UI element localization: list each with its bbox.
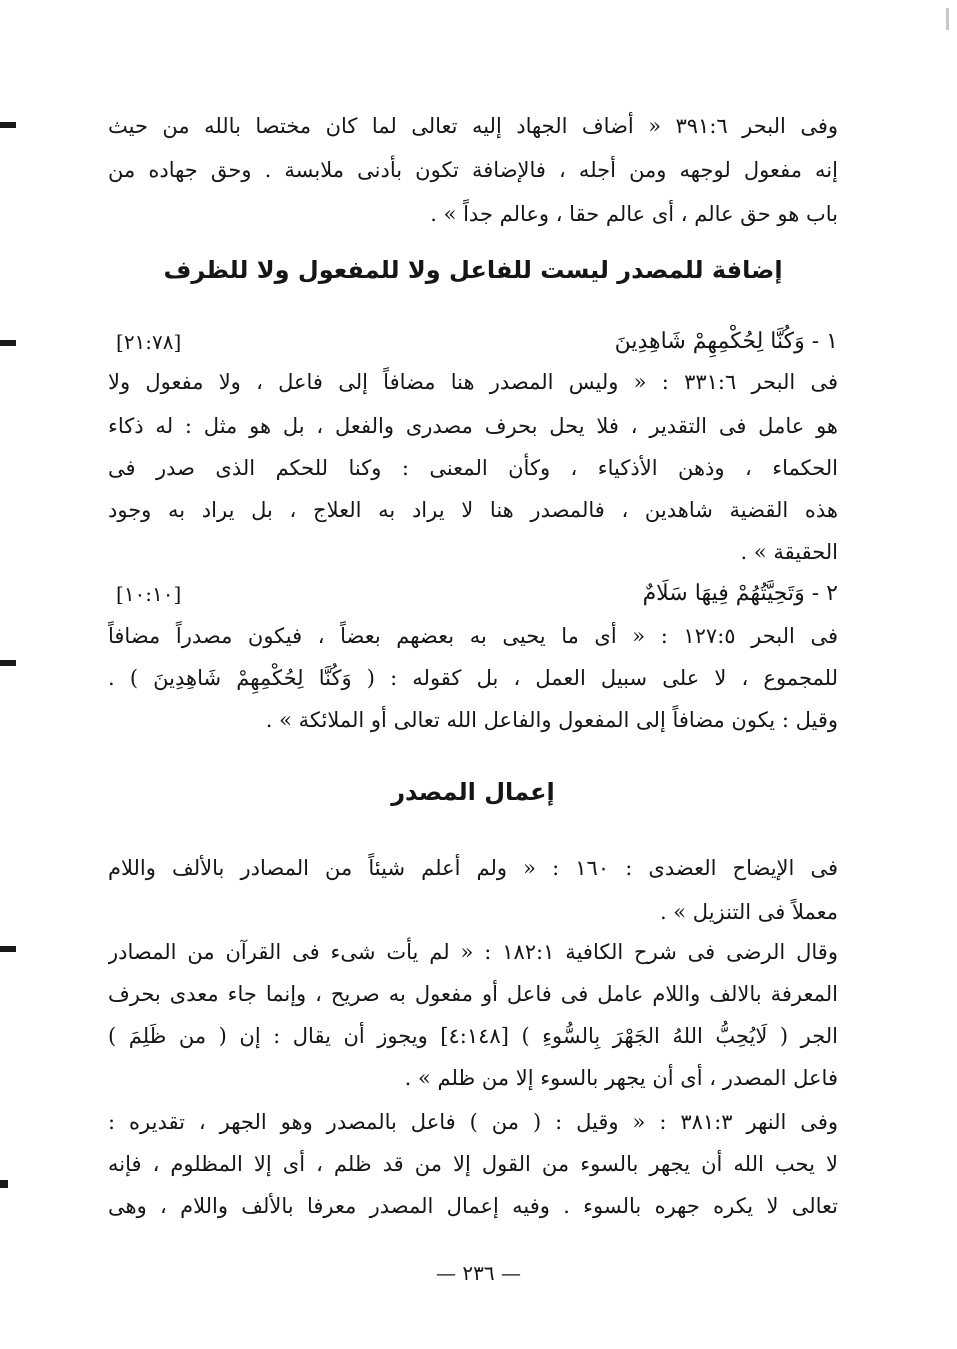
page-number: — ٢٣٦ — (436, 1261, 521, 1285)
text-line: وفى النهر ٣٨١:٣ : « وقيل : ( من ) فاعل بالمصدر وهو الجهر ، تقديره : (108, 1110, 838, 1134)
text-line: فى البحر ١٢٧:٥ : « أى ما يحيى به بعضهم بعضاً ، فيكون مصدراً مضافاً (108, 624, 838, 648)
verse-reference: [٢١:٧٨] (116, 330, 182, 354)
text-line: فى الإيضاح العضدى : ١٦٠ : « ولم أعلم شيئاً من المصادر بالألف واللام (108, 856, 838, 880)
text-line: للمجموع ، لا على سبيل العمل ، بل كقوله : ( وَكُنَّا لِحُكْمِهِمْ شَاهِدِينَ ) . (108, 666, 838, 690)
text-line: لا يحب الله أن يجهر بالسوء من القول إلا من قد ظلم ، أى إلا المظلوم ، فإنه (108, 1152, 838, 1176)
text-line: فاعل المصدر ، أى أن يجهر بالسوء إلا من ظلم » . (404, 1066, 838, 1090)
text-line: الجر ( لَايُحِبُّ اللهُ الجَهْرَ بِالسُّوءِ ) [٤:١٤٨] ويجوز أن يقال : إن ( من ظَلِمَ ) (108, 1024, 838, 1048)
margin-mark (0, 122, 16, 128)
text-line: وقال الرضى فى شرح الكافية ١٨٢:١ : « لم يأت شىء فى القرآن من المصادر (108, 940, 838, 964)
text-line: هو عامل فى التقدير ، فلا يحل بحرف مصدرى والفعل ، بل هو مثل : له ذكاء (108, 414, 838, 438)
quran-verse: ٢ - وَتَحِيَّتُهُمْ فِيهَا سَلَامٌ (642, 581, 838, 606)
section-heading: إضافة للمصدر ليست للفاعل ولا للمفعول ولا للظرف (163, 256, 783, 284)
margin-mark (0, 946, 16, 952)
verse-reference: [١٠:١٠] (116, 582, 182, 606)
text-line: الحقيقة » . (740, 540, 838, 564)
text-line: المعرفة بالالف واللام عامل فى فاعل أو مفعول به صريح ، وإنما جاء معدى بحرف (108, 982, 838, 1006)
margin-mark (0, 1180, 8, 1188)
text-line: إنه مفعول لوجهه ومن أجله ، فالإضافة تكون بأدنى ملابسة . وحق جهاده من (108, 158, 838, 182)
text-line: وقيل : يكون مضافاً إلى المفعول والفاعل الله تعالى أو الملائكة » . (265, 708, 838, 732)
text-line: معملاً فى التنزيل » . (659, 900, 838, 924)
margin-mark (0, 340, 16, 346)
margin-mark (0, 660, 16, 666)
section-heading: إعمال المصدر (391, 778, 555, 806)
quran-verse: ١ - وَكُنَّا لِحُكْمِهِمْ شَاهِدِينَ (614, 329, 838, 354)
text-line: فى البحر ٣٣١:٦ : « وليس المصدر هنا مضافاً إلى فاعل ، ولا مفعول ولا (108, 370, 838, 394)
text-line: وفى البحر ٣٩١:٦ « أضاف الجهاد إليه تعالى لما كان مختصا بالله من حيث (108, 114, 838, 138)
text-line: تعالى لا يكره جهره بالسوء . وفيه إعمال المصدر معرفا بالألف واللام ، وهى (108, 1194, 838, 1218)
text-line: باب هو حق عالم ، أى عالم حقا ، وعالم جداً » . (430, 202, 838, 226)
text-line: الحكماء ، وذهن الأذكياء ، وكأن المعنى : وكنا للحكم الذى صدر فى (108, 456, 838, 480)
scan-edge-mark (946, 8, 949, 30)
text-line: هذه القضية شاهدين ، فالمصدر هنا لا يراد به العلاج ، بل يراد به وجود (108, 498, 838, 522)
